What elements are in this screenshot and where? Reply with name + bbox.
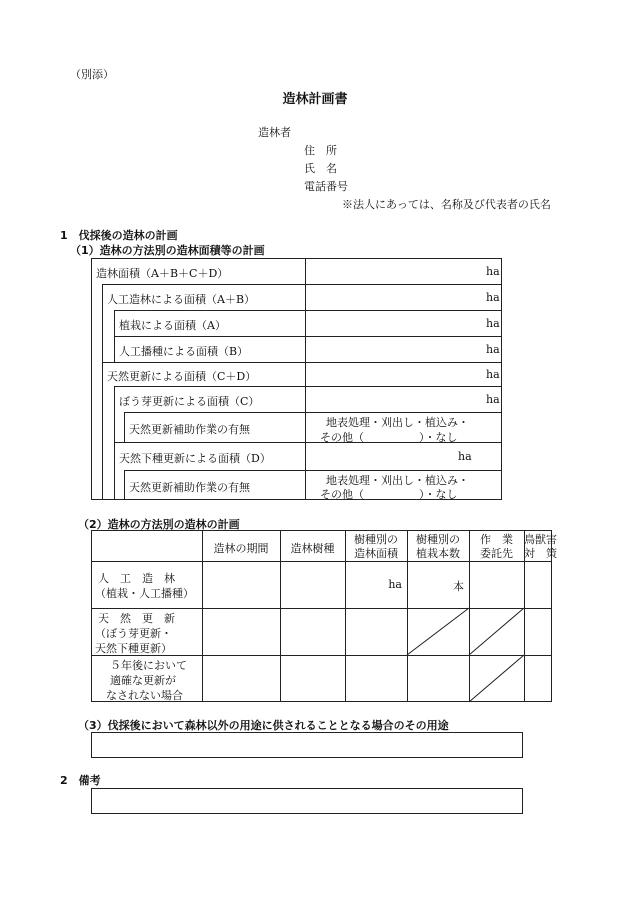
page-title: 造林計画書	[282, 92, 348, 107]
row-natural-sublabel: （ぼう芽更新・	[95, 627, 172, 640]
header-damage-control: 鳥獣害	[524, 533, 557, 546]
phone-label: 電話番号	[304, 180, 348, 193]
row-natural-sublabel: 天然下種更新）	[95, 642, 172, 655]
unit-ha: ha	[486, 317, 500, 330]
row-failed-label: ５年後において	[110, 659, 187, 672]
header-count-by-species: 植栽本数	[416, 547, 460, 560]
sub2-title: （2）造林の方法別の造林の計画	[78, 518, 240, 531]
other-use-field[interactable]	[91, 732, 523, 758]
header-contractor: 作 業	[480, 533, 513, 546]
row-total-area: 造林面積（A＋B＋C＋D）	[96, 267, 229, 280]
unit-ha: ha	[486, 265, 500, 278]
header-count-by-species: 樹種別の	[416, 533, 460, 546]
section2-title: 2 備考	[60, 774, 101, 787]
row-artificial-sublabel: （植栽・人工播種）	[95, 587, 194, 600]
unit-ha: ha	[388, 578, 402, 591]
row-artificial-area: 人工造林による面積（A＋B）	[107, 293, 256, 306]
corporate-note: ※法人にあっては、名称及び代表者の氏名	[342, 198, 551, 211]
remarks-field[interactable]	[91, 788, 523, 814]
row-failed-label: 適確な更新が	[110, 674, 176, 687]
row-planting-area: 植栽による面積（A）	[119, 319, 226, 332]
row-sprout-area: ぼう芽更新による面積（C）	[119, 395, 260, 408]
applicant-heading: 造林者	[258, 126, 291, 139]
header-period: 造林の期間	[213, 542, 269, 555]
address-label: 住 所	[304, 144, 337, 157]
row-sprout-aux-work: 天然更新補助作業の有無	[129, 423, 250, 436]
header-contractor: 委託先	[480, 547, 513, 560]
row-seeding-area: 人工播種による面積（B）	[119, 345, 249, 358]
unit-ha: ha	[486, 343, 500, 356]
sub1-title: （1）造林の方法別の造林面積等の計画	[70, 244, 265, 257]
aux-work-options-line1: 地表処理・刈出し・植込み・	[326, 474, 469, 487]
header-area-by-species: 樹種別の	[354, 533, 398, 546]
aux-work-options-line1: 地表処理・刈出し・植込み・	[326, 416, 469, 429]
aux-work-options-line2: その他（ ）・なし	[320, 431, 458, 444]
section1-title: 1 伐採後の造林の計画	[60, 229, 178, 242]
header-damage-control: 対 策	[524, 547, 557, 560]
unit-ha: ha	[486, 291, 500, 304]
row-natural-label: 天 然 更 新	[98, 612, 175, 625]
row-seedfall-aux-work: 天然更新補助作業の有無	[129, 481, 250, 494]
sub3-title: （3）伐採後において森林以外の用途に供されることとなる場合のその用途	[78, 719, 449, 732]
row-failed-label: なされない場合	[106, 689, 183, 702]
row-seedfall-area: 天然下種更新による面積（D）	[119, 452, 271, 465]
name-label: 氏 名	[304, 162, 337, 175]
header-species: 造林樹種	[290, 542, 335, 555]
unit-ha: ha	[458, 450, 472, 463]
header-area-by-species: 造林面積	[354, 547, 398, 560]
attachment-label: （別添）	[70, 68, 114, 81]
unit-ha: ha	[486, 368, 500, 381]
aux-work-options-line2: その他（ ）・なし	[320, 488, 458, 501]
row-natural-area: 天然更新による面積（C＋D）	[107, 370, 257, 383]
row-artificial-label: 人 工 造 林	[98, 572, 175, 585]
unit-hon: 本	[453, 580, 464, 593]
unit-ha: ha	[486, 393, 500, 406]
